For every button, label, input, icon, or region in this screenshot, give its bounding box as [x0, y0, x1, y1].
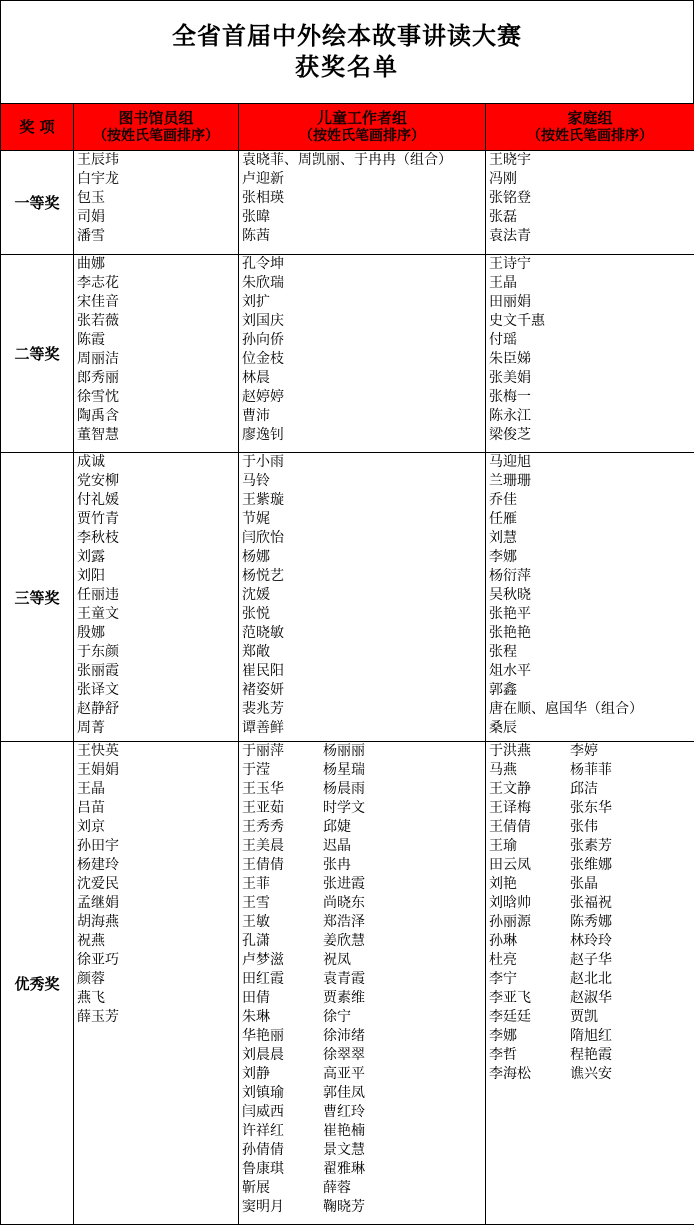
list-item: 陈霞 [77, 332, 105, 348]
list-item: 王玉华 [242, 781, 284, 797]
list-worker [239, 255, 486, 453]
list-item: 王雪 [242, 895, 270, 911]
list-item: 徐雪忱 [77, 389, 119, 405]
list-item: 程艳霞 [570, 1047, 612, 1063]
list-item: 贾竹青 [77, 511, 119, 527]
award-table [0, 103, 694, 1225]
list-item: 杨悦艺 [242, 568, 284, 584]
list-item: 杨星瑞 [323, 762, 365, 778]
list-item: 马迎旭 [489, 454, 531, 470]
list-item: 闫威西 [242, 1104, 284, 1120]
list-item: 郭鑫 [489, 682, 517, 698]
list-item: 刘晨晨 [242, 1047, 284, 1063]
header-family [486, 104, 694, 151]
list-item: 张悦 [242, 606, 270, 622]
list-item: 张艳艳 [489, 625, 531, 641]
list-item: 王菲 [242, 876, 270, 892]
list-item: 殷娜 [77, 625, 105, 641]
list-item: 俎水平 [489, 663, 531, 679]
list-item: 李志花 [77, 275, 119, 291]
list-item: 张译文 [77, 682, 119, 698]
list-item: 司娟 [77, 209, 105, 225]
list-item: 王晓宇 [489, 152, 531, 168]
list-item: 周丽洁 [77, 351, 119, 367]
list-item: 郑浩泽 [323, 914, 365, 930]
title-block [0, 0, 694, 103]
list-item: 王亚茹 [242, 800, 284, 816]
table-header-row [1, 104, 694, 151]
list-item: 王晶 [489, 275, 517, 291]
list-item: 许祥红 [242, 1123, 284, 1139]
list-family [486, 453, 694, 742]
header-award: 奖 项 [1, 104, 74, 151]
list-item: 王倩倩 [242, 857, 284, 873]
list-item: 孙田宇 [77, 838, 119, 854]
list-item: 华艳丽 [242, 1028, 284, 1044]
list-item: 鲁康琪 [242, 1161, 284, 1177]
list-item: 张晶 [570, 876, 598, 892]
list-worker [239, 742, 486, 1225]
list-item: 刘扩 [242, 294, 270, 310]
list-item: 赵北北 [570, 971, 612, 987]
list-item: 李海松 [489, 1066, 531, 1082]
list-item: 田倩 [242, 990, 270, 1006]
row-first-prize [1, 151, 694, 255]
list-item: 杨菲菲 [570, 762, 612, 778]
list-item: 孔令坤 [242, 256, 284, 272]
list-item: 张程 [489, 644, 517, 660]
list-item: 范晓敏 [242, 625, 284, 641]
list-item: 刘镇瑜 [242, 1085, 284, 1101]
list-item: 沈媛 [242, 587, 270, 603]
list-family-col-b [570, 742, 694, 1084]
list-item: 张素芳 [570, 838, 612, 854]
list-item: 杨衍萍 [489, 568, 531, 584]
list-item: 沈爱民 [77, 876, 119, 892]
list-item: 翟雅琳 [323, 1161, 365, 1177]
header-librarian-label: 图书馆员组 [118, 109, 194, 127]
list-item: 杨晨雨 [323, 781, 365, 797]
header-sort-note: （按姓氏笔画排序） [527, 128, 653, 144]
list-item: 王秀秀 [242, 819, 284, 835]
list-item: 刘慧 [489, 530, 517, 546]
list-item: 马铃 [242, 473, 270, 489]
list-item: 田红霞 [242, 971, 284, 987]
list-item: 赵婷婷 [242, 389, 284, 405]
list-item: 李廷廷 [489, 1009, 531, 1025]
list-item: 吴秋晓 [489, 587, 531, 603]
header-worker [239, 104, 486, 151]
list-item: 于滢 [242, 762, 270, 778]
page-title: 全省首届中外绘本故事讲读大赛 [172, 22, 522, 50]
list-item: 李哲 [489, 1047, 517, 1063]
list-item: 冯刚 [489, 171, 517, 187]
list-item: 节娓 [242, 511, 270, 527]
page-subtitle: 获奖名单 [295, 53, 399, 81]
list-item: 靳展 [242, 1180, 270, 1196]
list-item: 闫欣怡 [242, 530, 284, 546]
list-family [486, 742, 694, 1225]
list-item: 薛蓉 [323, 1180, 351, 1196]
list-librarian [74, 453, 239, 742]
list-item: 白宇龙 [77, 171, 119, 187]
list-item: 王快英 [77, 743, 119, 759]
list-item: 张若薇 [77, 313, 119, 329]
list-item: 赵淑华 [570, 990, 612, 1006]
list-item: 张进霞 [323, 876, 365, 892]
list-item: 董智慧 [77, 427, 119, 443]
list-item: 王辰玮 [77, 152, 119, 168]
list-item: 窦明月 [242, 1199, 284, 1215]
list-item: 王译梅 [489, 800, 531, 816]
list-item: 卢梦滋 [242, 952, 284, 968]
list-item: 姜欣慧 [323, 933, 365, 949]
list-family-col-a [489, 742, 570, 1084]
list-item: 张维娜 [570, 857, 612, 873]
list-item: 卢迎新 [242, 171, 284, 187]
list-item: 陈秀娜 [570, 914, 612, 930]
list-item: 党安柳 [77, 473, 119, 489]
list-item: 李亚飞 [489, 990, 531, 1006]
list-item: 陶禹含 [77, 408, 119, 424]
list-item: 包玉 [77, 190, 105, 206]
list-item: 刘静 [242, 1066, 270, 1082]
list-item: 孙倩倩 [242, 1142, 284, 1158]
list-librarian [74, 151, 239, 255]
list-item: 王倩倩 [489, 819, 531, 835]
list-librarian [74, 742, 239, 1225]
list-item: 廖逸钊 [242, 427, 284, 443]
list-worker [239, 453, 486, 742]
list-item: 孙丽源 [489, 914, 531, 930]
list-item: 孙琳 [489, 933, 517, 949]
list-item: 王诗宁 [489, 256, 531, 272]
list-item: 时学文 [323, 800, 365, 816]
list-item: 王敏 [242, 914, 270, 930]
list-item: 褚姿妍 [242, 682, 284, 698]
award-first: 一等奖 [1, 151, 74, 255]
list-item: 林晨 [242, 370, 270, 386]
list-item: 袁晓菲、周凯丽、于冉冉（组合） [242, 152, 452, 168]
list-item: 于小雨 [242, 454, 284, 470]
list-item: 陈茜 [242, 228, 270, 244]
list-item: 张艳平 [489, 606, 531, 622]
list-item: 任雁 [489, 511, 517, 527]
list-item: 孙向侨 [242, 332, 284, 348]
list-item: 周菁 [77, 720, 105, 736]
list-worker-col-a [242, 742, 323, 1217]
award-second: 二等奖 [1, 255, 74, 453]
list-item: 颜蓉 [77, 971, 105, 987]
list-item: 曹红玲 [323, 1104, 365, 1120]
list-item: 郭佳凤 [323, 1085, 365, 1101]
list-item: 崔艳楠 [323, 1123, 365, 1139]
list-item: 张东华 [570, 800, 612, 816]
list-item: 张福祝 [570, 895, 612, 911]
list-item: 兰珊珊 [489, 473, 531, 489]
list-item: 鞠晓芳 [323, 1199, 365, 1215]
list-item: 徐翠翠 [323, 1047, 365, 1063]
list-item: 王美晨 [242, 838, 284, 854]
list-family [486, 151, 694, 255]
list-item: 李娜 [489, 1028, 517, 1044]
list-item: 唐在顺、扈国华（组合） [489, 701, 643, 717]
list-item: 邱洁 [570, 781, 598, 797]
list-item: 祝凤 [323, 952, 351, 968]
list-item: 崔民阳 [242, 663, 284, 679]
list-item: 徐沛绪 [323, 1028, 365, 1044]
header-worker-label: 儿童工作者组 [316, 109, 407, 127]
list-item: 付瑶 [489, 332, 517, 348]
list-item: 郑敞 [242, 644, 270, 660]
list-item: 张铭登 [489, 190, 531, 206]
list-item: 袁法青 [489, 228, 531, 244]
list-item: 徐亚巧 [77, 952, 119, 968]
list-item: 任丽违 [77, 587, 119, 603]
list-item: 张梅一 [489, 389, 531, 405]
list-item: 孟继娟 [77, 895, 119, 911]
list-item: 谯兴安 [570, 1066, 612, 1082]
list-item: 刘艳 [489, 876, 517, 892]
list-item: 李婷 [570, 743, 598, 759]
list-item: 朱欣瑞 [242, 275, 284, 291]
list-item: 徐宁 [323, 1009, 351, 1025]
list-item: 于丽萍 [242, 743, 284, 759]
list-item: 杨娜 [242, 549, 270, 565]
list-item: 袁青霞 [323, 971, 365, 987]
list-item: 曲娜 [77, 256, 105, 272]
list-item: 刘阳 [77, 568, 105, 584]
list-item: 吕苗 [77, 800, 105, 816]
list-item: 宋佳音 [77, 294, 119, 310]
list-item: 赵静舒 [77, 701, 119, 717]
list-item: 李宁 [489, 971, 517, 987]
list-item: 马燕 [489, 762, 517, 778]
list-item: 曹沛 [242, 408, 270, 424]
list-item: 赵子华 [570, 952, 612, 968]
list-item: 景文慧 [323, 1142, 365, 1158]
header-sort-note: （按姓氏笔画排序） [93, 128, 219, 144]
list-item: 王晶 [77, 781, 105, 797]
header-sort-note: （按姓氏笔画排序） [299, 128, 425, 144]
list-item: 张丽霞 [77, 663, 119, 679]
list-family [486, 255, 694, 453]
list-item: 陈永江 [489, 408, 531, 424]
list-item: 张伟 [570, 819, 598, 835]
list-item: 张磊 [489, 209, 517, 225]
list-item: 王文静 [489, 781, 531, 797]
list-item: 桑辰 [489, 720, 517, 736]
list-item: 杜亮 [489, 952, 517, 968]
row-second-prize [1, 255, 694, 453]
list-item: 张相瑛 [242, 190, 284, 206]
award-excellence: 优秀奖 [1, 742, 74, 1225]
list-item: 张美娟 [489, 370, 531, 386]
list-item: 田丽娟 [489, 294, 531, 310]
list-worker [239, 151, 486, 255]
list-item: 刘晗帅 [489, 895, 531, 911]
list-item: 邱婕 [323, 819, 351, 835]
row-third-prize [1, 453, 694, 742]
list-item: 梁俊芝 [489, 427, 531, 443]
list-item: 高亚平 [323, 1066, 365, 1082]
list-item: 燕飞 [77, 990, 105, 1006]
list-item: 王紫璇 [242, 492, 284, 508]
list-item: 谭善鲜 [242, 720, 284, 736]
list-item: 贾素维 [323, 990, 365, 1006]
header-librarian [74, 104, 239, 151]
award-third: 三等奖 [1, 453, 74, 742]
list-item: 朱臣娣 [489, 351, 531, 367]
list-item: 刘露 [77, 549, 105, 565]
list-item: 杨丽丽 [323, 743, 365, 759]
list-item: 位金枝 [242, 351, 284, 367]
list-item: 林玲玲 [570, 933, 612, 949]
list-item: 王娟娟 [77, 762, 119, 778]
list-item: 刘国庆 [242, 313, 284, 329]
list-item: 潘雪 [77, 228, 105, 244]
list-item: 张暐 [242, 209, 270, 225]
list-item: 郎秀丽 [77, 370, 119, 386]
list-item: 于东颜 [77, 644, 119, 660]
list-item: 迟晶 [323, 838, 351, 854]
list-item: 朱琳 [242, 1009, 270, 1025]
list-item: 成诚 [77, 454, 105, 470]
list-item: 尚晓东 [323, 895, 365, 911]
list-item: 薛玉芳 [77, 1009, 119, 1025]
list-item: 王童文 [77, 606, 119, 622]
list-item: 贾凯 [570, 1009, 598, 1025]
row-excellence-prize [1, 742, 694, 1225]
list-item: 裴兆芳 [242, 701, 284, 717]
list-worker-col-b [323, 742, 485, 1217]
list-item: 李秋枝 [77, 530, 119, 546]
list-item: 祝燕 [77, 933, 105, 949]
list-item: 于洪燕 [489, 743, 531, 759]
list-item: 杨建玲 [77, 857, 119, 873]
list-item: 孔潇 [242, 933, 270, 949]
list-item: 李娜 [489, 549, 517, 565]
list-librarian [74, 255, 239, 453]
list-item: 付礼媛 [77, 492, 119, 508]
list-item: 刘京 [77, 819, 105, 835]
list-item: 乔佳 [489, 492, 517, 508]
list-item: 王瑜 [489, 838, 517, 854]
list-item: 胡海燕 [77, 914, 119, 930]
list-item: 隋旭红 [570, 1028, 612, 1044]
list-item: 张冉 [323, 857, 351, 873]
header-family-label: 家庭组 [567, 109, 613, 127]
list-item: 田云凤 [489, 857, 531, 873]
list-item: 史文千惠 [489, 313, 545, 329]
